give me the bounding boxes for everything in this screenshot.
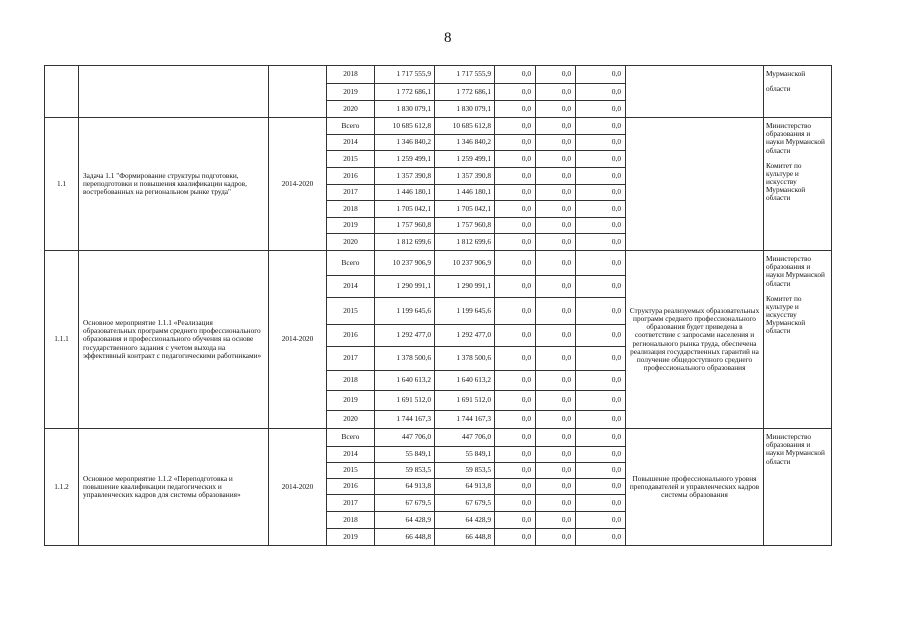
regional-budget-cell: 447 706,0	[435, 429, 495, 447]
local-budget-cell: 0,0	[536, 218, 576, 234]
federal-budget-cell: 0,0	[495, 276, 536, 298]
total-amount-cell: 1 378 500,6	[375, 347, 435, 371]
regional-budget-cell: 1 378 500,6	[435, 347, 495, 371]
responsible-executors-cell	[764, 251, 832, 429]
local-budget-cell: 0,0	[536, 101, 576, 118]
local-budget-cell: 0,0	[536, 429, 576, 447]
federal-budget-cell: 0,0	[495, 325, 536, 347]
total-amount-cell: 1 640 613,2	[375, 371, 435, 391]
regional-budget-cell: 1 744 167,3	[435, 411, 495, 429]
federal-budget-cell: 0,0	[495, 495, 536, 512]
regional-budget-cell: 1 292 477,0	[435, 325, 495, 347]
total-amount-cell: 67 679,5	[375, 495, 435, 512]
year-cell: 2015	[327, 298, 375, 325]
local-budget-cell: 0,0	[536, 411, 576, 429]
year-cell: Всего	[327, 118, 375, 135]
total-amount-cell: 66 448,8	[375, 529, 435, 546]
total-amount-cell: 1 446 180,1	[375, 185, 435, 201]
other-sources-cell: 0,0	[576, 218, 626, 234]
total-amount-cell: 1 772 686,1	[375, 84, 435, 101]
page-number: 8	[444, 30, 452, 46]
federal-budget-cell: 0,0	[495, 411, 536, 429]
row-code-cell	[45, 66, 79, 118]
federal-budget-cell: 0,0	[495, 151, 536, 168]
other-sources-cell: 0,0	[576, 325, 626, 347]
local-budget-cell: 0,0	[536, 479, 576, 495]
federal-budget-cell: 0,0	[495, 512, 536, 529]
year-cell: 2018	[327, 512, 375, 529]
local-budget-cell: 0,0	[536, 298, 576, 325]
local-budget-cell: 0,0	[536, 347, 576, 371]
regional-budget-cell: 66 448,8	[435, 529, 495, 546]
other-sources-cell: 0,0	[576, 479, 626, 495]
other-sources-cell: 0,0	[576, 391, 626, 411]
year-cell: 2020	[327, 411, 375, 429]
other-sources-cell: 0,0	[576, 84, 626, 101]
year-cell: 2017	[327, 347, 375, 371]
regional-budget-cell: 59 853,5	[435, 463, 495, 479]
other-sources-cell: 0,0	[576, 463, 626, 479]
responsible-executor: Министерство образования и науки Мурманской области	[766, 121, 825, 155]
local-budget-cell: 0,0	[536, 391, 576, 411]
year-cell: 2015	[327, 151, 375, 168]
other-sources-cell: 0,0	[576, 495, 626, 512]
federal-budget-cell: 0,0	[495, 251, 536, 276]
other-sources-cell: 0,0	[576, 251, 626, 276]
other-sources-cell: 0,0	[576, 347, 626, 371]
local-budget-cell: 0,0	[536, 185, 576, 201]
other-sources-cell: 0,0	[576, 529, 626, 546]
year-cell: 2020	[327, 234, 375, 251]
regional-budget-cell: 1 812 699,6	[435, 234, 495, 251]
year-cell: 2018	[327, 371, 375, 391]
local-budget-cell: 0,0	[536, 371, 576, 391]
total-amount-cell: 1 757 960,8	[375, 218, 435, 234]
federal-budget-cell: 0,0	[495, 168, 536, 185]
total-amount-cell: 447 706,0	[375, 429, 435, 447]
regional-budget-cell: 10 685 612,8	[435, 118, 495, 135]
local-budget-cell: 0,0	[536, 234, 576, 251]
total-amount-cell: 64 913,8	[375, 479, 435, 495]
program-funding-table	[44, 65, 832, 546]
total-amount-cell: 1 357 390,8	[375, 168, 435, 185]
regional-budget-cell: 1 357 390,8	[435, 168, 495, 185]
other-sources-cell: 0,0	[576, 66, 626, 84]
responsible-executor: Министерство образования и науки Мурманской области	[766, 254, 825, 288]
year-cell: 2018	[327, 201, 375, 218]
responsible-executors-cell	[764, 429, 832, 546]
total-amount-cell: 1 346 840,2	[375, 135, 435, 151]
regional-budget-cell: 1 346 840,2	[435, 135, 495, 151]
year-cell: 2018	[327, 66, 375, 84]
other-sources-cell: 0,0	[576, 447, 626, 463]
total-amount-cell: 1 812 699,6	[375, 234, 435, 251]
regional-budget-cell: 1 772 686,1	[435, 84, 495, 101]
other-sources-cell: 0,0	[576, 185, 626, 201]
local-budget-cell: 0,0	[536, 529, 576, 546]
responsible-executor: Комитет по культуре и искусству Мурманской области	[766, 160, 806, 203]
year-cell: 2014	[327, 276, 375, 298]
total-amount-cell: 1 717 555,9	[375, 66, 435, 84]
year-cell: 2017	[327, 185, 375, 201]
local-budget-cell: 0,0	[536, 135, 576, 151]
total-amount-cell: 59 853,5	[375, 463, 435, 479]
local-budget-cell: 0,0	[536, 495, 576, 512]
other-sources-cell: 0,0	[576, 411, 626, 429]
local-budget-cell: 0,0	[536, 512, 576, 529]
federal-budget-cell: 0,0	[495, 135, 536, 151]
local-budget-cell: 0,0	[536, 447, 576, 463]
local-budget-cell: 0,0	[536, 276, 576, 298]
year-cell: 2017	[327, 495, 375, 512]
federal-budget-cell: 0,0	[495, 218, 536, 234]
year-cell: 2014	[327, 135, 375, 151]
total-amount-cell: 1 830 079,1	[375, 101, 435, 118]
responsible-executors-cell	[764, 66, 832, 118]
total-amount-cell: 1 292 477,0	[375, 325, 435, 347]
local-budget-cell: 0,0	[536, 463, 576, 479]
year-cell: 2014	[327, 447, 375, 463]
local-budget-cell: 0,0	[536, 66, 576, 84]
regional-budget-cell: 1 640 613,2	[435, 371, 495, 391]
other-sources-cell: 0,0	[576, 276, 626, 298]
total-amount-cell: 1 259 499,1	[375, 151, 435, 168]
federal-budget-cell: 0,0	[495, 101, 536, 118]
table-row	[45, 251, 832, 276]
year-cell: 2019	[327, 391, 375, 411]
regional-budget-cell: 55 849,1	[435, 447, 495, 463]
regional-budget-cell: 64 428,9	[435, 512, 495, 529]
total-amount-cell: 10 237 906,9	[375, 251, 435, 276]
federal-budget-cell: 0,0	[495, 371, 536, 391]
local-budget-cell: 0,0	[536, 325, 576, 347]
task-description-cell: Задача 1.1 "Формирование структуры подготовки, переподготовки и повышения квалификации кадров, востребованных на региональном рынке труда"	[79, 118, 269, 251]
federal-budget-cell: 0,0	[495, 347, 536, 371]
federal-budget-cell: 0,0	[495, 66, 536, 84]
federal-budget-cell: 0,0	[495, 185, 536, 201]
expected-result-cell: Структура реализуемых образовательных программ среднего профессионального образования будет приведена в соответствие с запросами населения и регионального рынка труда, обеспечена реализация государственных гарантий на получение общедоступного среднего профессионального образования	[626, 251, 764, 429]
other-sources-cell: 0,0	[576, 101, 626, 118]
total-amount-cell: 1 705 042,1	[375, 201, 435, 218]
table-row	[45, 429, 832, 447]
responsible-executor: Мурманской	[766, 69, 806, 78]
regional-budget-cell: 1 290 991,1	[435, 276, 495, 298]
regional-budget-cell: 64 913,8	[435, 479, 495, 495]
local-budget-cell: 0,0	[536, 151, 576, 168]
federal-budget-cell: 0,0	[495, 429, 536, 447]
total-amount-cell: 1 290 991,1	[375, 276, 435, 298]
responsible-executor: Министерство образования и науки Мурманской области	[766, 432, 825, 466]
regional-budget-cell: 1 199 645,6	[435, 298, 495, 325]
regional-budget-cell: 1 717 555,9	[435, 66, 495, 84]
period-cell	[269, 66, 327, 118]
year-cell: 2016	[327, 168, 375, 185]
other-sources-cell: 0,0	[576, 234, 626, 251]
responsible-executor: Комитет по культуре и искусству Мурманской области	[766, 293, 806, 336]
federal-budget-cell: 0,0	[495, 391, 536, 411]
federal-budget-cell: 0,0	[495, 463, 536, 479]
other-sources-cell: 0,0	[576, 201, 626, 218]
other-sources-cell: 0,0	[576, 118, 626, 135]
local-budget-cell: 0,0	[536, 251, 576, 276]
period-cell: 2014-2020	[269, 251, 327, 429]
federal-budget-cell: 0,0	[495, 201, 536, 218]
local-budget-cell: 0,0	[536, 84, 576, 101]
year-cell: Всего	[327, 251, 375, 276]
table-row	[45, 66, 832, 84]
regional-budget-cell: 1 705 042,1	[435, 201, 495, 218]
responsible-executor: области	[766, 84, 791, 94]
row-code-cell: 1.1.1	[45, 251, 79, 429]
federal-budget-cell: 0,0	[495, 298, 536, 325]
federal-budget-cell: 0,0	[495, 234, 536, 251]
task-description-cell: Основное мероприятие 1.1.1 «Реализация образовательных программ среднего профессионального образования и профессионального обучения на основе государственного задания с учетом выхода на эффективный контракт с педагогическими работниками»	[79, 251, 269, 429]
total-amount-cell: 1 744 167,3	[375, 411, 435, 429]
regional-budget-cell: 1 757 960,8	[435, 218, 495, 234]
task-description-cell: Основное мероприятие 1.1.2 «Переподготовка и повышение квалификации педагогических и управленческих кадров для системы образования»	[79, 429, 269, 546]
other-sources-cell: 0,0	[576, 371, 626, 391]
row-code-cell: 1.1.2	[45, 429, 79, 546]
task-description-cell	[79, 66, 269, 118]
regional-budget-cell: 67 679,5	[435, 495, 495, 512]
period-cell: 2014-2020	[269, 429, 327, 546]
expected-result-cell	[626, 118, 764, 251]
period-cell: 2014-2020	[269, 118, 327, 251]
other-sources-cell: 0,0	[576, 135, 626, 151]
regional-budget-cell: 1 830 079,1	[435, 101, 495, 118]
federal-budget-cell: 0,0	[495, 84, 536, 101]
year-cell: 2015	[327, 463, 375, 479]
regional-budget-cell: 1 446 180,1	[435, 185, 495, 201]
other-sources-cell: 0,0	[576, 168, 626, 185]
regional-budget-cell: 10 237 906,9	[435, 251, 495, 276]
total-amount-cell: 55 849,1	[375, 447, 435, 463]
federal-budget-cell: 0,0	[495, 479, 536, 495]
federal-budget-cell: 0,0	[495, 529, 536, 546]
other-sources-cell: 0,0	[576, 151, 626, 168]
expected-result-cell	[626, 66, 764, 118]
local-budget-cell: 0,0	[536, 118, 576, 135]
total-amount-cell: 1 691 512,0	[375, 391, 435, 411]
total-amount-cell: 64 428,9	[375, 512, 435, 529]
other-sources-cell: 0,0	[576, 298, 626, 325]
responsible-executors-cell	[764, 118, 832, 251]
year-cell: 2019	[327, 529, 375, 546]
total-amount-cell: 1 199 645,6	[375, 298, 435, 325]
year-cell: 2016	[327, 479, 375, 495]
federal-budget-cell: 0,0	[495, 447, 536, 463]
table-row	[45, 118, 832, 135]
expected-result-cell: Повышение профессионального уровня преподавателей и управленческих кадров системы образования	[626, 429, 764, 546]
regional-budget-cell: 1 691 512,0	[435, 391, 495, 411]
year-cell: 2016	[327, 325, 375, 347]
year-cell: 2019	[327, 84, 375, 101]
other-sources-cell: 0,0	[576, 512, 626, 529]
local-budget-cell: 0,0	[536, 168, 576, 185]
year-cell: Всего	[327, 429, 375, 447]
total-amount-cell: 10 685 612,8	[375, 118, 435, 135]
local-budget-cell: 0,0	[536, 201, 576, 218]
federal-budget-cell: 0,0	[495, 118, 536, 135]
regional-budget-cell: 1 259 499,1	[435, 151, 495, 168]
year-cell: 2019	[327, 218, 375, 234]
year-cell: 2020	[327, 101, 375, 118]
other-sources-cell: 0,0	[576, 429, 626, 447]
row-code-cell: 1.1	[45, 118, 79, 251]
